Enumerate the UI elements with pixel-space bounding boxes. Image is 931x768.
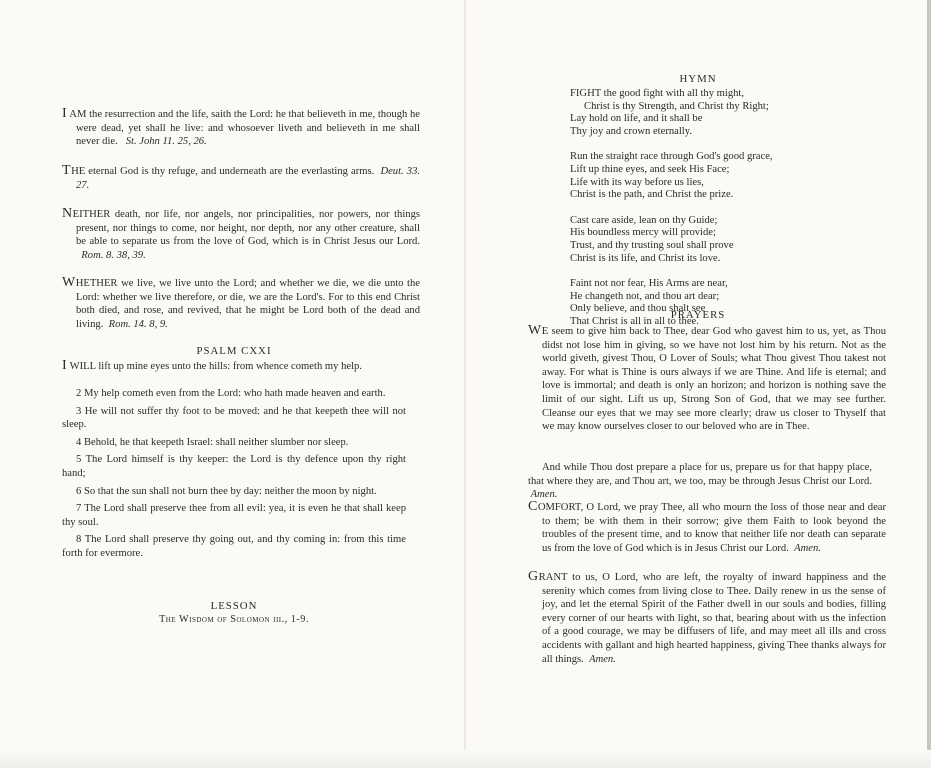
lesson-reference: The Wisdom of Solomon iii., 1-9.: [159, 614, 309, 625]
psalm-verse: [62, 453, 406, 480]
hymn-line: That Christ is all in all to thee.: [570, 315, 699, 327]
bottom-shadow: [0, 750, 931, 768]
scripture-text: HE eternal God is thy refuge, and underneath are the everlasting arms.: [71, 166, 375, 177]
page-edge: [927, 0, 931, 768]
scripture-reference: St. John 11. 25, 26.: [125, 136, 207, 148]
hymn-line: Christ is thy Strength, and Christ thy Right;: [584, 100, 769, 112]
scripture-rom14: [62, 276, 420, 331]
hymn-line: Cast care aside, lean on thy Guide;: [570, 214, 718, 226]
verse-text: The Lord himself is thy keeper: the Lord is thy defence upon thy right hand;: [62, 454, 406, 479]
hymn-line: Run the straight race through God's good grace,: [570, 151, 773, 163]
verse-number: 2: [76, 388, 82, 399]
prayer-text: And while Thou dost prepare a place for us, prepare us for that happy place, that where they are, and Thou art, we too, may be through Jesus Christ our Lord.: [528, 462, 872, 487]
verse-text: My help cometh even from the Lord: who hath made heaven and earth.: [83, 388, 386, 399]
amen: Amen.: [794, 542, 821, 554]
hymn-line: Life with its way before us lies,: [570, 176, 704, 188]
verse-text: The Lord shall preserve thee from all evil: yea, it is even he that shall keep thy soul.: [62, 503, 406, 528]
scripture-text: HETHER we live, we live unto the Lord; and whether we die, we die unto the Lord: whether we live therefore, or die, we are the Lord's. For to this end Christ both died, and rose, and revived, that he might be Lord both of the dead and living.: [75, 278, 420, 330]
hymn-line: Lay hold on life, and it shall be: [570, 113, 703, 125]
psalm-verse-1: [62, 359, 420, 374]
verse-number: 5: [76, 454, 82, 466]
prayer-1: [528, 324, 886, 434]
prayer-2: [528, 461, 872, 502]
scripture-rom8: [62, 207, 420, 262]
prayer-4: [528, 570, 886, 666]
right-page: [466, 0, 931, 768]
scripture-deut: [62, 164, 420, 192]
hymn-line: His boundless mercy will provide;: [570, 227, 716, 239]
hymn-line: Faint not nor fear, His Arms are near,: [570, 278, 728, 290]
drop-cap: T: [62, 163, 72, 178]
verse-number: 4: [76, 436, 82, 448]
hymn-line: Trust, and thy trusting soul shall prove: [570, 239, 734, 251]
psalm-title: PSALM CXXI: [196, 345, 272, 357]
prayer-text: E seem to give him back to Thee, dear God who gavest him to us, yet, as Thou didst not lose him in giving, so we have not lost him by his return. Not as the world giveth, givest Thou, O Lover of Souls; what Thou givest Thou takest not away. For what is Thine is ours always if we are Thine. And life is eternal; and love is immortal; and death is only an horizon; and horizon is nothing save the limit of our sight. Lift us up, Strong Son of God, that we may see further. Cleanse our eyes that we may see more clearly; draw us closer to Thyself that we may know ourselves closer to our beloved who are in Thee.: [541, 326, 886, 433]
lesson-title: LESSON: [210, 600, 258, 612]
verse-number: 3: [76, 405, 82, 417]
verse-number: 6: [76, 485, 82, 497]
hymn-text: [570, 88, 870, 342]
drop-cap: I: [62, 106, 68, 121]
prayer-3: [528, 500, 886, 555]
psalm-verse-text: WILL lift up mine eyes unto the hills: from whence cometh my help.: [67, 361, 362, 372]
psalm-verse: [62, 436, 406, 450]
psalm-verse: [62, 387, 406, 401]
drop-cap: C: [528, 499, 538, 514]
scripture-reference: Rom. 14. 8, 9.: [108, 318, 168, 330]
hymn-stanza: [570, 151, 870, 201]
psalm-verses: [62, 387, 406, 565]
prayer-text: OMFORT, O Lord, we pray Thee, all who mourn the loss of those near and dear to them; be with them in their sorrow; give them Faith to look beyond the troubles of the present time, and to know that neither life nor death can separate us from the love of God which is in Jesus Christ our Lord.: [537, 502, 886, 554]
hymn-line: He changeth not, and thou art dear;: [570, 290, 720, 302]
amen: Amen.: [589, 653, 616, 665]
prayers-title: PRAYERS: [670, 309, 726, 321]
hymn-line: Only believe, and thou shalt see: [570, 303, 706, 315]
hymn-line: Christ is the path, and Christ the prize.: [570, 189, 734, 201]
hymn-line: Thy joy and crown eternally.: [570, 125, 692, 137]
drop-cap: N: [62, 206, 73, 221]
hymn-title: HYMN: [679, 73, 717, 85]
verse-text: He will not suffer thy foot to be moved: and he that keepeth thee will not sleep.: [62, 405, 406, 431]
drop-cap: W: [62, 275, 76, 290]
drop-cap: I: [62, 358, 68, 373]
psalm-verse: [62, 405, 406, 432]
verse-text: So that the sun shall not burn thee by day: neither the moon by night.: [83, 485, 377, 497]
verse-text: Behold, he that keepeth Israel: shall neither slumber nor sleep.: [83, 436, 349, 448]
hymn-stanza: [570, 88, 870, 138]
drop-cap: W: [528, 323, 542, 338]
amen: Amen.: [530, 489, 558, 501]
hymn-stanza: [570, 215, 870, 265]
hymn-line: FIGHT the good fight with all thy might,: [570, 88, 745, 99]
verse-text: The Lord shall preserve thy going out, and thy coming in: from this time forth for evermore.: [62, 534, 406, 559]
hymn-line: Christ is its life, and Christ its love.: [570, 252, 721, 264]
hymn-line: Lift up thine eyes, and seek His Face;: [570, 163, 730, 175]
prayer-text: RANT to us, O Lord, who are left, the royalty of inward happiness and the serenity which comes from living close to Thee. Daily renew in us the sense of joy, and let the eternal Spirit of the Father dwell in our souls and bodies, filling every corner of our hearts with light, so that, bearing about with us the infection of a good courage, we may be diffusers of life, and may meet all ills and cross accidents with gallant and high hearted happiness, giving Thee thanks always for all things.: [538, 572, 886, 665]
scripture-text: AM the resurrection and the life, saith the Lord: he that believeth in me, though he were dead, yet shall he live: and whosoever liveth and believeth in me shall never die.: [67, 109, 420, 148]
scripture-text: EITHER death, nor life, nor angels, nor principalities, nor powers, nor things present, nor things to come, nor height, nor depth, nor any other creature, shall be able to separate us from the love of God, which is in Christ Jesus our Lord.: [72, 209, 420, 248]
psalm-verse: [62, 533, 406, 560]
verse-number: 7: [76, 503, 82, 515]
psalm-verse: [62, 502, 406, 529]
scripture-reference: Deut. 33. 27.: [76, 166, 421, 191]
scripture-reference: Rom. 8. 38, 39.: [81, 249, 146, 261]
drop-cap: G: [528, 569, 539, 584]
verse-number: 8: [76, 534, 82, 546]
scripture-john: [62, 107, 420, 149]
psalm-verse: [62, 485, 406, 499]
